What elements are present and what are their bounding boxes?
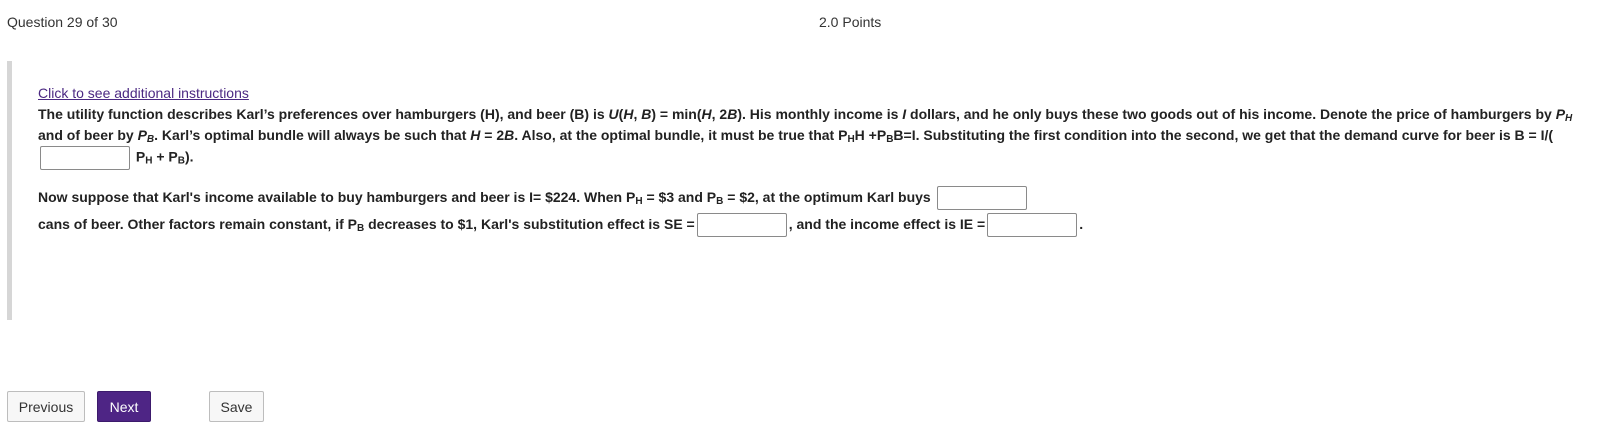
demand-curve-input[interactable] <box>40 146 130 170</box>
question-body <box>38 83 1578 238</box>
save-button[interactable]: Save <box>209 391 264 422</box>
question-points: 2.0 Points <box>819 14 882 30</box>
substitution-effect-input[interactable] <box>697 213 787 237</box>
question-paragraph-1: The utility function describes Karl’s preferences over hamburgers (H), and beer (B) is U(H, B) = min(H, 2B). His monthly income is I dollars, and he only buys these two goods out of his income. Denote the price of hamburgers by $P_H$ and of beer by $P_B$. Karl’s optimal bundle will always be such that H = 2B. Also, at the optimal bundle, it must be true that $P_HH +P_BB=I$. Substituting the first condition into the second, we get that the demand curve for beer is B = I/( $P_H + P_B$). <box>38 104 1578 170</box>
question-panel <box>7 61 1592 320</box>
optimum-beer-input[interactable] <box>937 186 1027 210</box>
income-effect-input[interactable] <box>987 213 1077 237</box>
additional-instructions-link[interactable]: Click to see additional instructions <box>38 85 249 101</box>
question-paragraph-2: Now suppose that Karl's income available to buy hamburgers and beer is I= $224. When $P_H$ = $3 and $P_B$ = $2, at the optimum Karl buys cans of beer. Other factors remain constant, if $P_B$ decreases to $1, Karl's substitution effect is SE = , and the income effect is IE = . <box>38 184 1578 238</box>
next-button[interactable]: Next <box>97 391 151 422</box>
previous-button[interactable]: Previous <box>7 391 85 422</box>
question-progress: Question 29 of 30 <box>7 14 118 30</box>
